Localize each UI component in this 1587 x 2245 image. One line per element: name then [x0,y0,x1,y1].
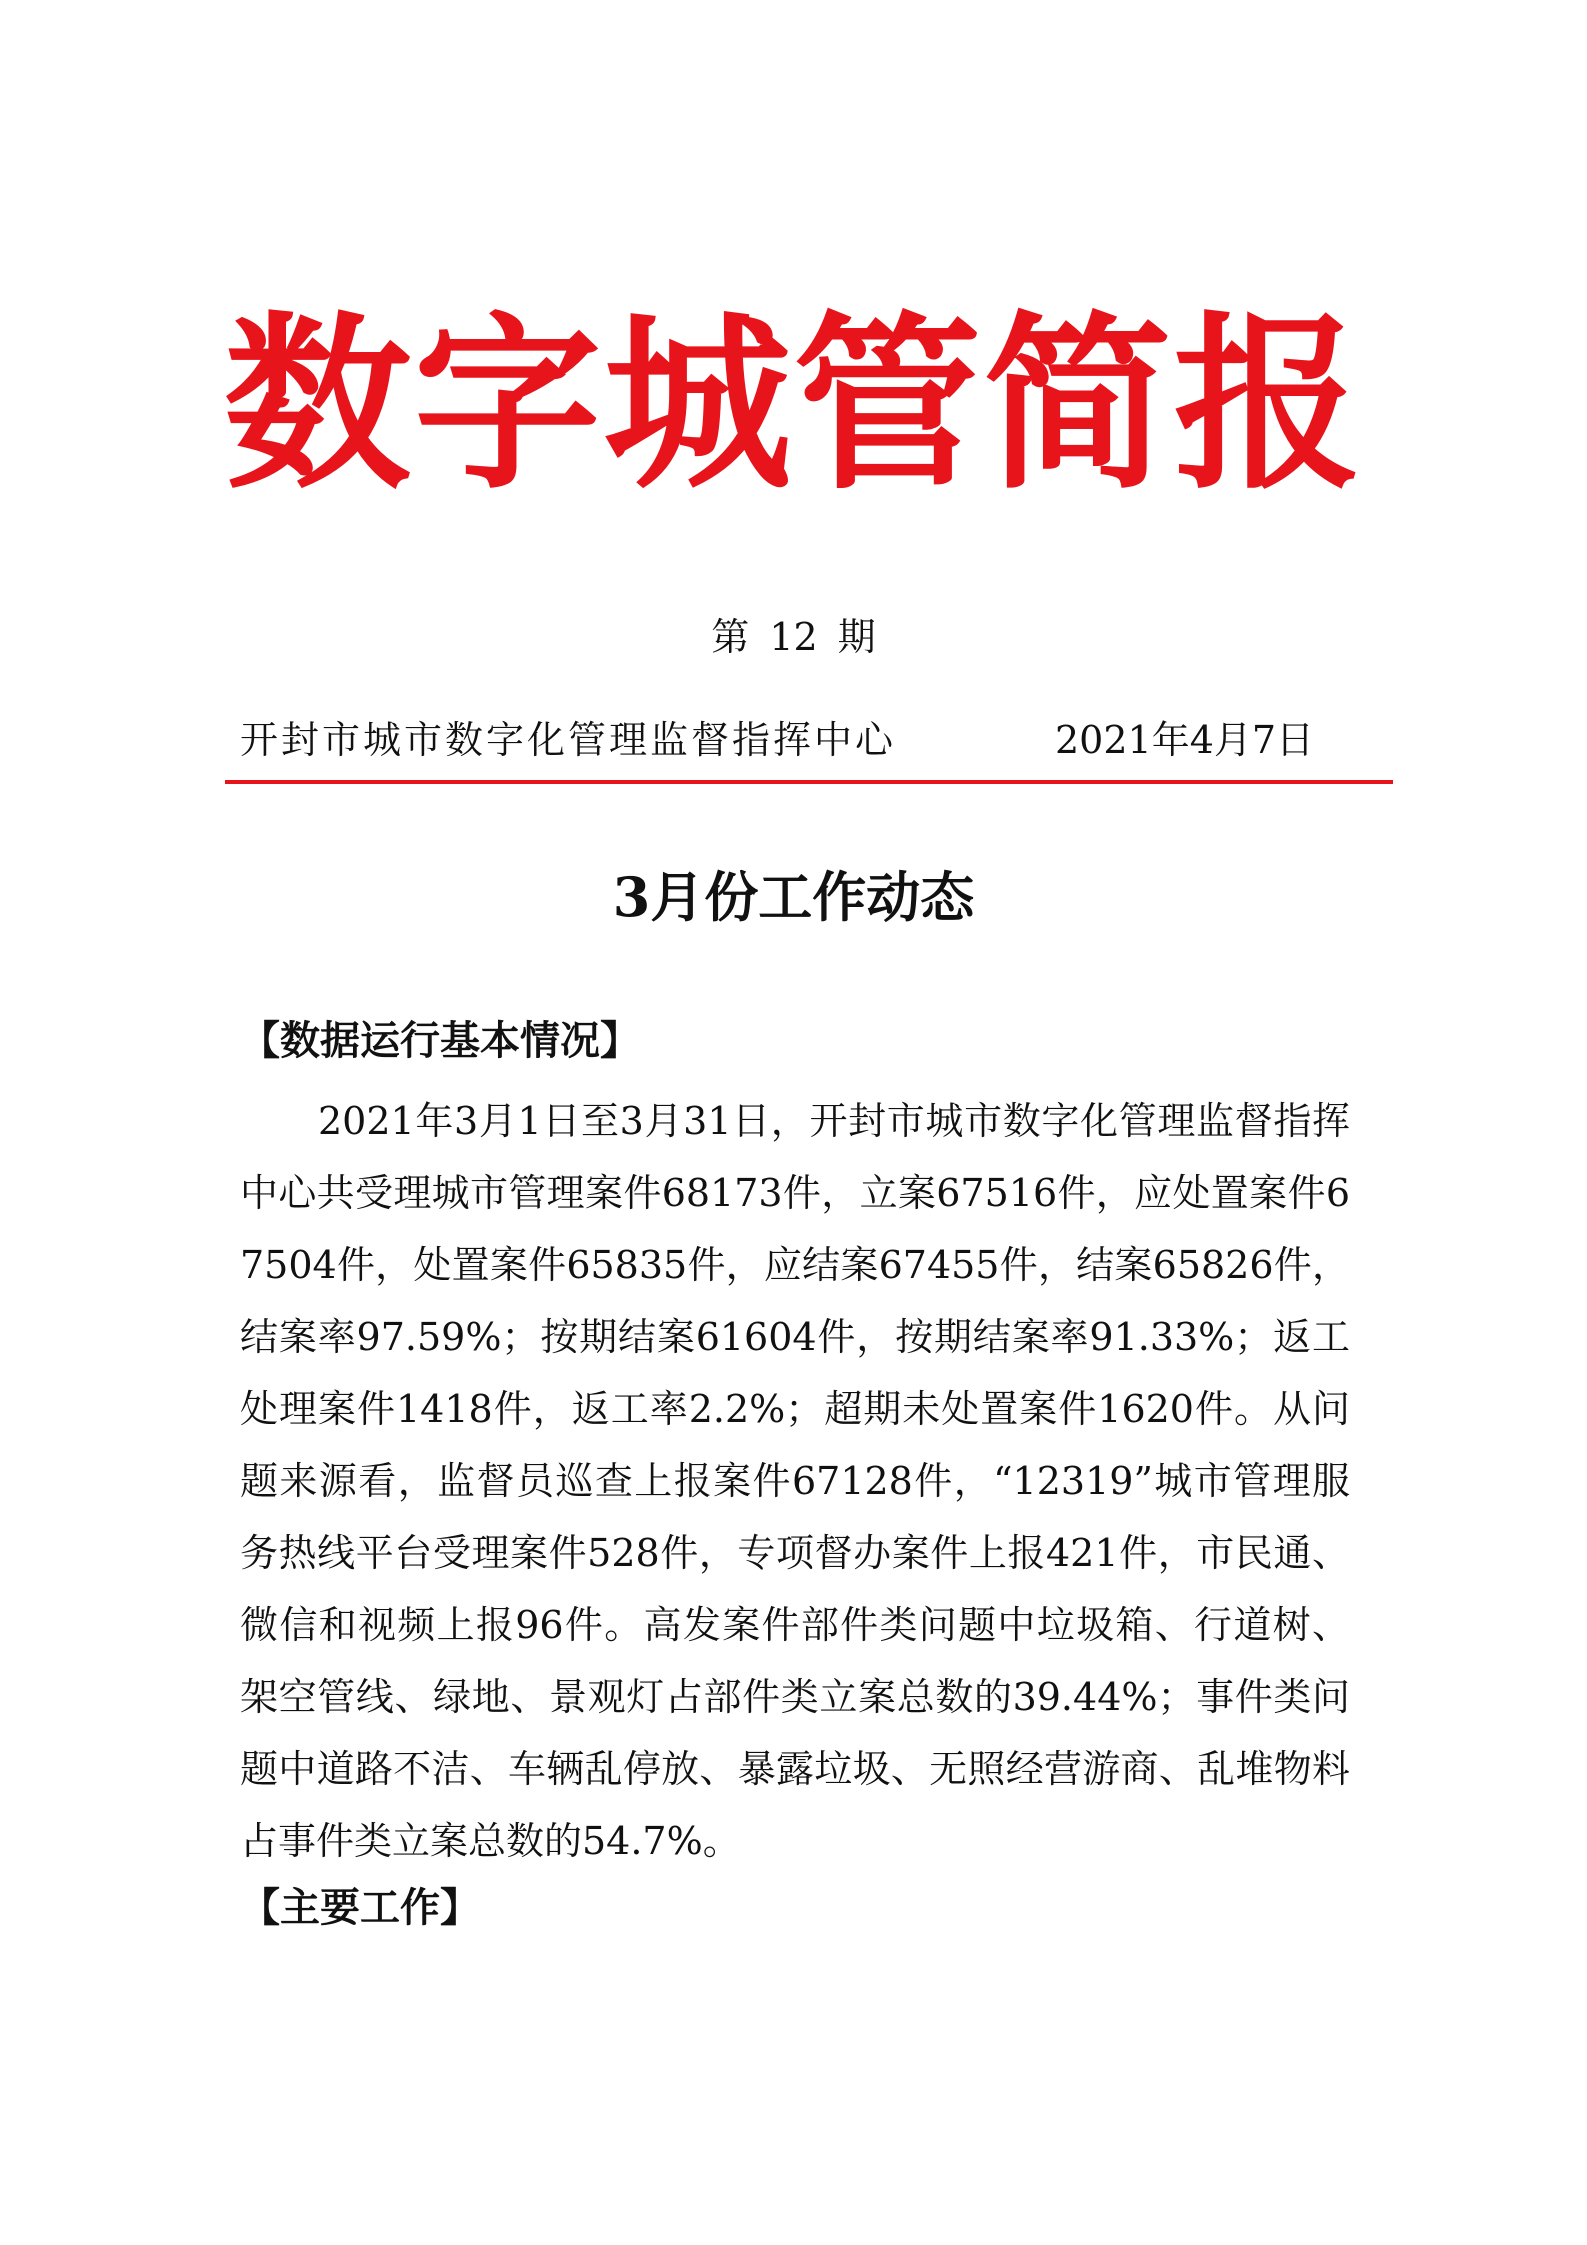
issue-number-value: 12 [769,615,818,659]
article-title: 3月份工作动态 [612,865,975,929]
issuing-organization: 开封市城市数字化管理监督指挥中心 [240,718,897,762]
issue-prefix: 第 [711,615,750,659]
section-heading-main-work: 【主要工作】 [240,1885,480,1931]
issue-number [0,612,1587,662]
section-heading-data-overview: 【数据运行基本情况】 [240,1018,640,1064]
section-paragraph-data-overview: 2021年3月1日至3月31日，开封市城市数字化管理监督指挥中心共受理城市管理案件68173件，立案67516件，应处置案件67504件，处置案件65835件，应结案67455件，结案65826件，结案率97.59%；按期结案61604件，按期结案率91.33%；返工处理案件1418件，返工率2.2%；超期未处置案件1620件。从问题来源看，监督员巡查上报案件67128件，“12319”城市管理服务热线平台受理案件528件，专项督办案件上报421件，市民通、微信和视频上报96件。高发案件部件类问题中垃圾箱、行道树、架空管线、绿地、景观灯占部件类立案总数的39.44%；事件类问题中道路不洁、车辆乱停放、暴露垃圾、无照经营游商、乱堆物料占事件类立案总数的54.7%。 [240,1099,1350,1863]
issue-suffix: 期 [837,615,876,659]
masthead-title: 数字城管简报 [223,294,1364,515]
issue-date: 2021年4月7日 [1055,718,1315,762]
header-divider [225,780,1393,784]
